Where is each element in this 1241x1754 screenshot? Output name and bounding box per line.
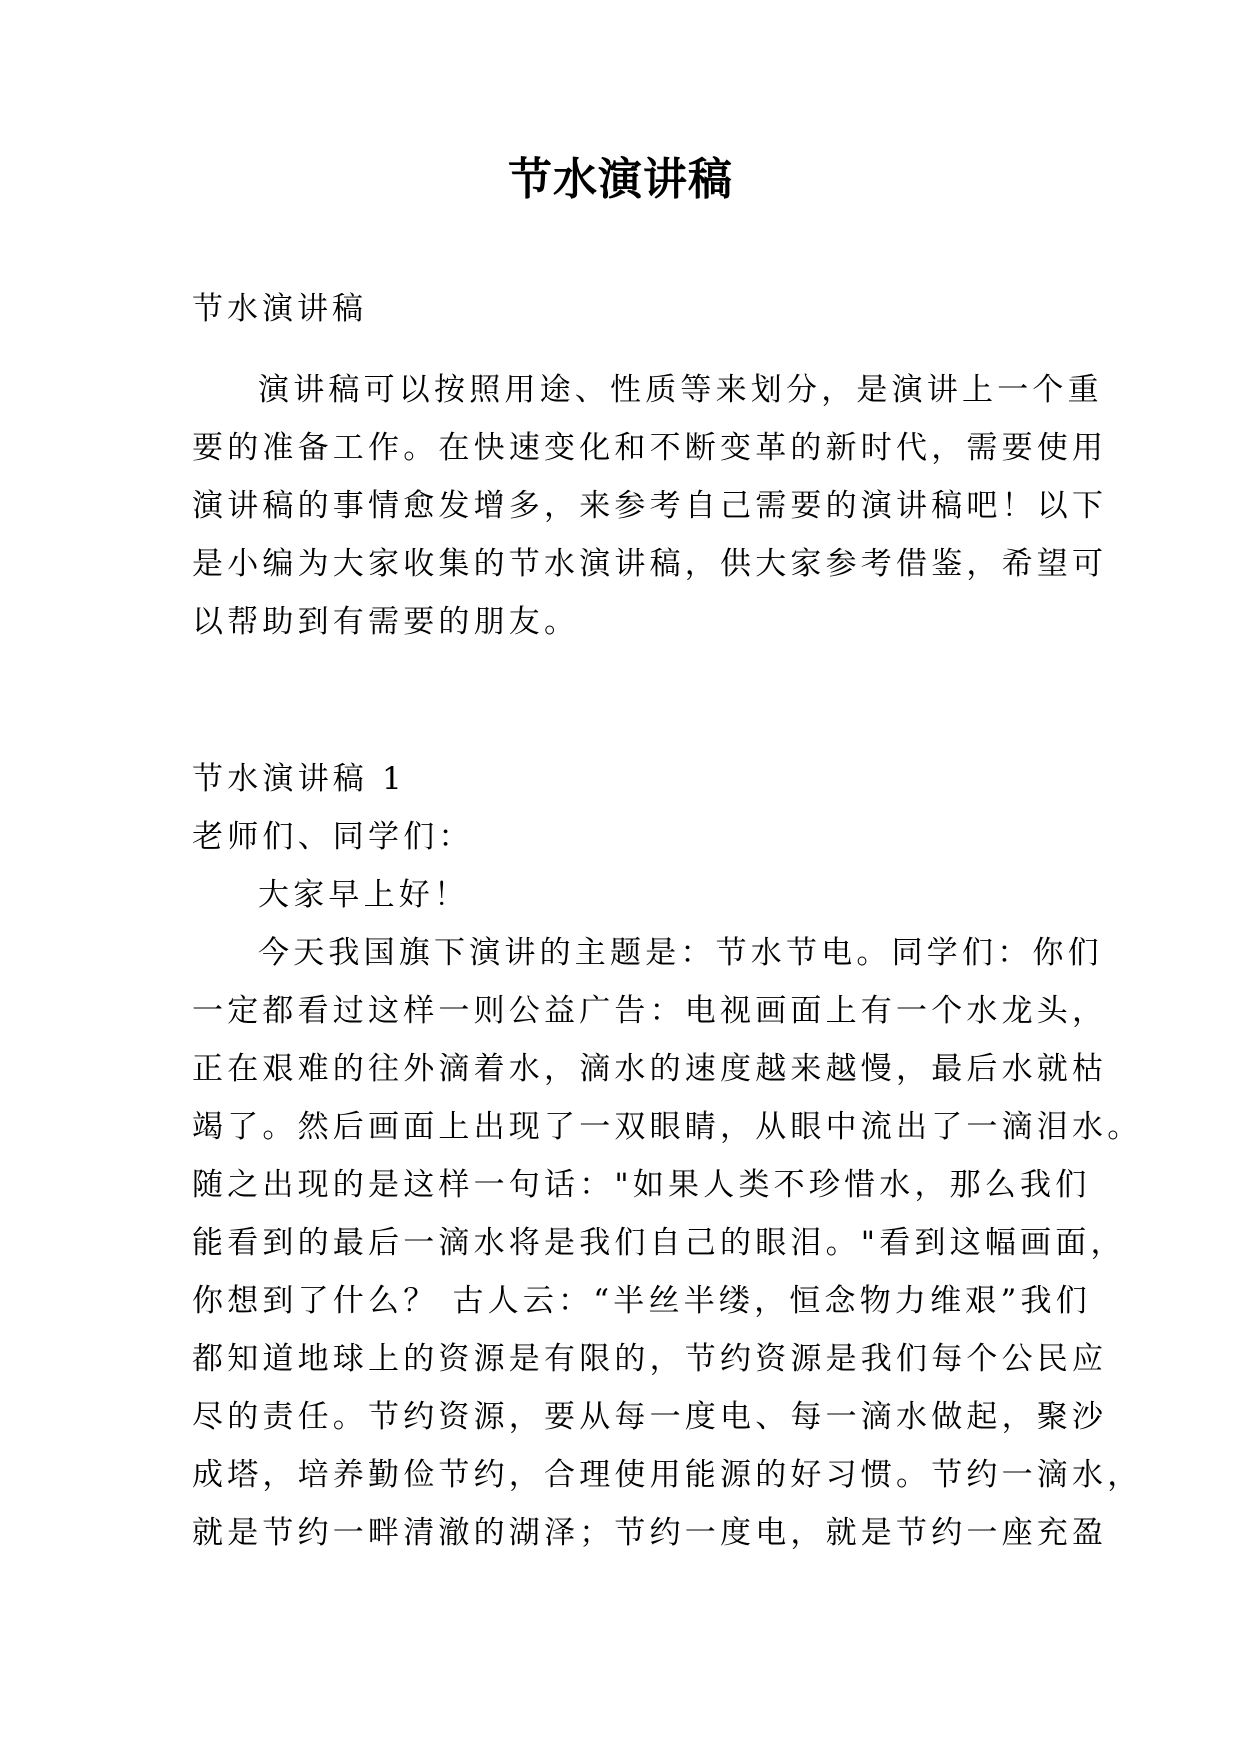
speech-section: [192, 750, 1143, 1562]
intro-line: 演讲稿的事情愈发增多，来参考自己需要的演讲稿吧！以下: [192, 488, 1108, 524]
body-line: 一定都看过这样一则公益广告：电视画面上有一个水龙头，: [192, 993, 1108, 1029]
body-line: 正在艰难的往外滴着水，滴水的速度越来越慢，最后水就枯: [192, 1051, 1108, 1087]
salutation: 老师们、同学们：: [192, 819, 474, 855]
section-heading: 节水演讲稿 1: [192, 761, 406, 797]
intro-line: 要的准备工作。在快速变化和不断变革的新时代，需要使用: [192, 430, 1108, 466]
body-line: 随之出现的是这样一句话："如果人类不珍惜水，那么我们: [192, 1167, 1091, 1203]
greeting: 大家早上好！: [258, 877, 470, 913]
intro-line: 是小编为大家收集的节水演讲稿，供大家参考借鉴，希望可: [192, 546, 1108, 582]
document-subtitle: 节水演讲稿: [192, 291, 367, 327]
body-line: 就是节约一畔清澈的湖泽；节约一度电，就是节约一座充盈: [192, 1515, 1108, 1551]
body-line: 你想到了什么？ 古人云：“半丝半缕，恒念物力维艰”我们: [192, 1283, 1091, 1319]
body-line: 成塔，培养勤俭节约，合理使用能源的好习惯。节约一滴水，: [192, 1457, 1143, 1493]
document-title: 节水演讲稿: [508, 154, 733, 205]
body-line: 能看到的最后一滴水将是我们自己的眼泪。"看到这幅画面，: [192, 1225, 1126, 1261]
intro-line: 演讲稿可以按照用途、性质等来划分，是演讲上一个重: [258, 372, 1103, 408]
body-line: 尽的责任。节约资源，要从每一度电、每一滴水做起，聚沙: [192, 1399, 1108, 1435]
body-line: 今天我国旗下演讲的主题是：节水节电。同学们：你们: [258, 935, 1103, 971]
body-line: 竭了。然后画面上出现了一双眼睛，从眼中流出了一滴泪水。: [192, 1109, 1143, 1145]
intro-paragraph: [192, 361, 1108, 651]
intro-line: 以帮助到有需要的朋友。: [192, 604, 580, 640]
body-line: 都知道地球上的资源是有限的，节约资源是我们每个公民应: [192, 1341, 1108, 1377]
